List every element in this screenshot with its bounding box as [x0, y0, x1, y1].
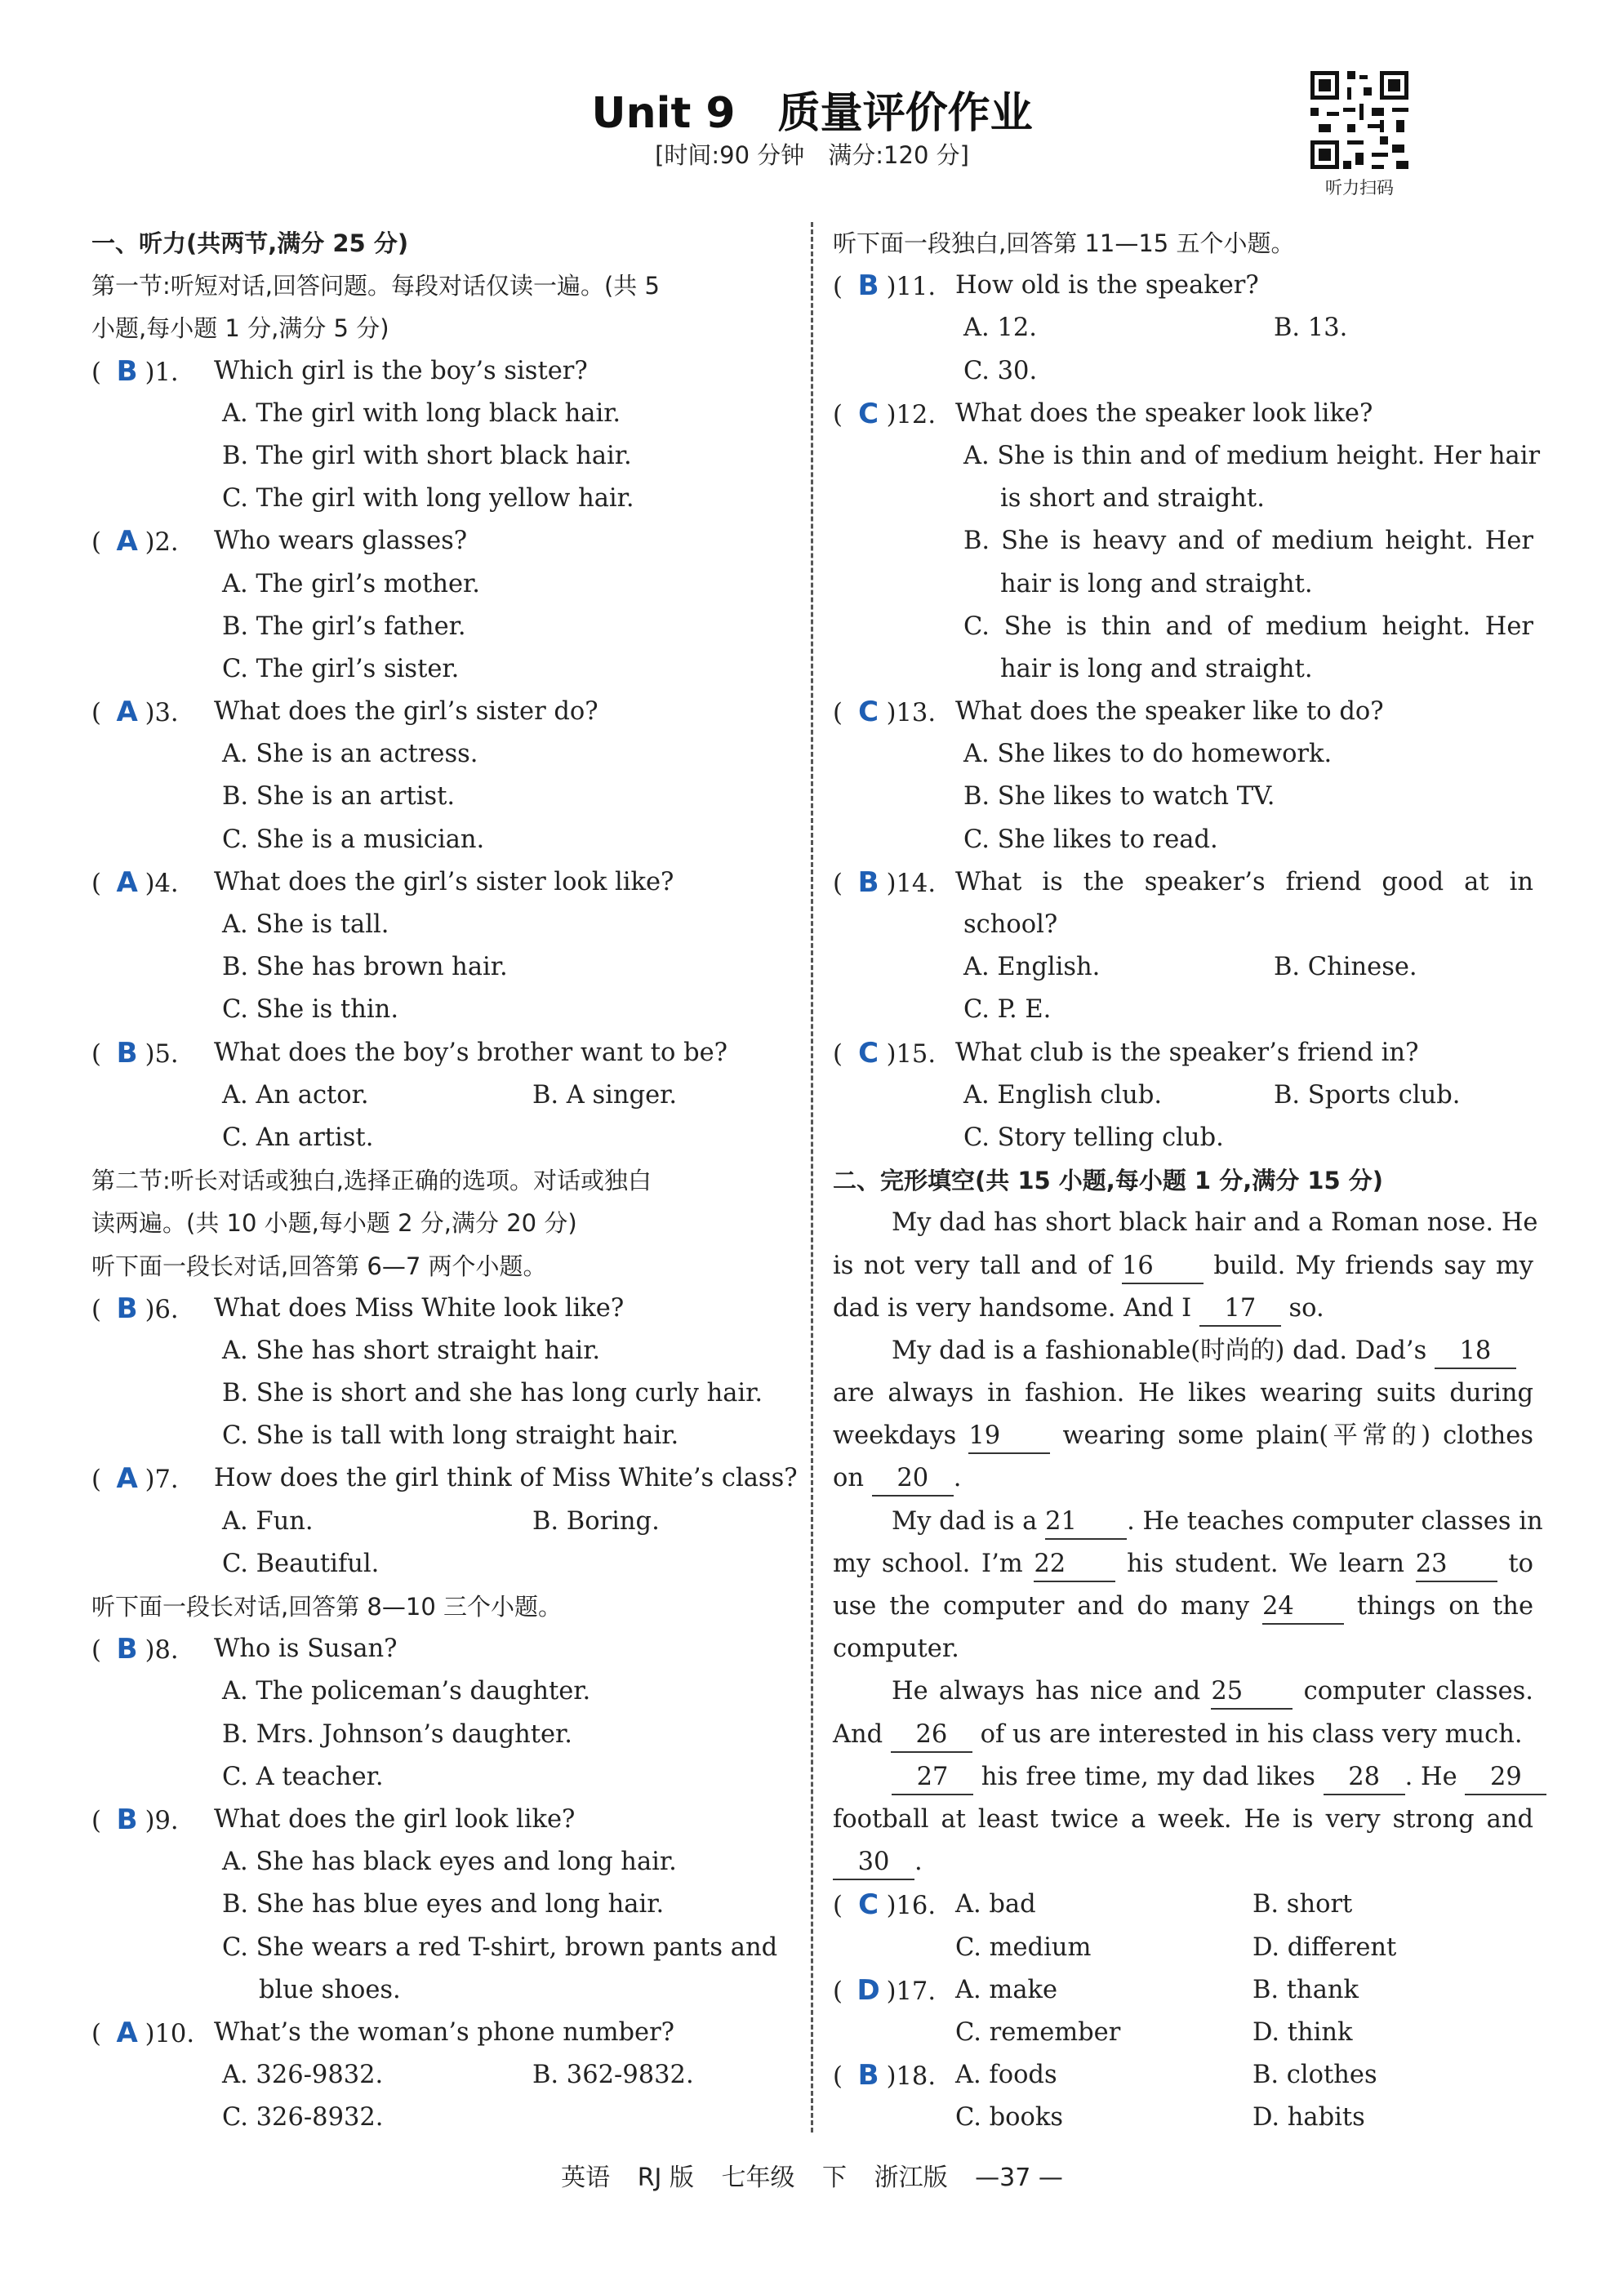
- option: B. Mrs. Johnson’s daughter.: [222, 1719, 572, 1749]
- passage-line: my school. I’m 22 his student. We learn 23 to: [833, 1543, 1533, 1586]
- question-text: What does the girl’s sister look like?: [214, 867, 674, 896]
- option: C. 30.: [963, 356, 1038, 385]
- answer-2[interactable]: A: [116, 525, 138, 558]
- passage-line: is not very tall and of 16 build. My friends say my: [833, 1245, 1533, 1288]
- option: A. Fun.: [222, 1506, 314, 1536]
- option: A. She is an actress.: [222, 740, 478, 769]
- option: C. She is a musician.: [222, 825, 485, 854]
- cloze-question-16: ( C )16. A. bad B. short: [833, 1884, 1533, 1926]
- option: D. different: [1252, 1932, 1397, 1962]
- answer-10[interactable]: A: [116, 2016, 138, 2049]
- answer-12[interactable]: C: [858, 397, 879, 430]
- option: B. She has blue eyes and long hair.: [222, 1890, 665, 1919]
- blank-25[interactable]: 25: [1211, 1675, 1293, 1710]
- option: A. She has black eyes and long hair.: [222, 1848, 677, 1877]
- option-row: [833, 1927, 1533, 1969]
- option-row: [91, 1501, 795, 1543]
- option: B. She is an artist.: [222, 782, 456, 812]
- question-13: ( C )13. What does the speaker like to do?: [833, 691, 1533, 733]
- question-15: ( C )15. What club is the speaker’s friend in?: [833, 1032, 1533, 1074]
- option: A. 12.: [963, 314, 1037, 343]
- option: D. think: [1252, 2017, 1353, 2047]
- option-continued: hair is long and straight.: [1000, 569, 1313, 598]
- passage-line: computer.: [833, 1634, 959, 1664]
- section-cloze-title: 二、完形填空(共 15 小题,每小题 1 分,满分 15 分): [833, 1167, 1384, 1195]
- option: C. Beautiful.: [222, 1549, 380, 1578]
- passage-line: are always in fashion. He likes wearing suits during: [833, 1379, 1533, 1408]
- option: B. clothes: [1252, 2061, 1377, 2090]
- time-score-info: [时间:90 分钟 满分:120 分]: [655, 141, 969, 169]
- option: C. She is thin and of medium height. Her: [963, 612, 1533, 641]
- option-continued: is short and straight.: [1000, 484, 1265, 514]
- option: A. The girl’s mother.: [222, 569, 480, 598]
- blank-28[interactable]: 28: [1324, 1761, 1405, 1795]
- footer-region: 浙江版: [874, 2164, 948, 2192]
- answer-3[interactable]: A: [116, 696, 138, 729]
- question-8: ( B )8. Who is Susan?: [91, 1628, 795, 1670]
- option-row: [833, 2012, 1533, 2054]
- passage-line: 30 .: [833, 1841, 1533, 1884]
- question-1: ( B )1. Which girl is the boy’s sister?: [91, 350, 795, 393]
- footer-term: 下: [822, 2164, 848, 2192]
- option: C. She is tall with long straight hair.: [222, 1421, 679, 1451]
- question-text: What is the speaker’s friend good at in: [955, 867, 1533, 896]
- option: C. 326-8932.: [222, 2103, 384, 2133]
- part1-instruction: 第一节:听短对话,回答问题。每段对话仅读一遍。(共 5: [91, 272, 660, 300]
- option: B. Chinese.: [1274, 953, 1417, 982]
- part2-instruction: 第二节:听长对话或独白,选择正确的选项。对话或独白: [91, 1167, 652, 1195]
- section-listening-title: 一、听力(共两节,满分 25 分): [91, 229, 409, 257]
- part2-instruction-cont: 读两遍。(共 10 小题,每小题 2 分,满分 20 分): [91, 1209, 577, 1238]
- qr-label: 听力扫码: [1325, 178, 1394, 198]
- option-row: [833, 2097, 1533, 2139]
- answer-4[interactable]: A: [116, 865, 138, 899]
- option: A. bad: [955, 1890, 1036, 1919]
- left-column: [91, 222, 798, 2139]
- qr-code-icon[interactable]: [1306, 67, 1413, 173]
- option: A. English.: [963, 953, 1101, 982]
- question-text: What does the speaker look like?: [955, 398, 1373, 428]
- question-text: What club is the speaker’s friend in?: [955, 1038, 1419, 1067]
- passage-line: 27 his free time, my dad likes 28 . He 29: [833, 1756, 1533, 1799]
- answer-8[interactable]: B: [116, 1633, 138, 1666]
- passage-line: He always has nice and 25 computer classes.: [833, 1670, 1533, 1713]
- question-text: What does the boy’s brother want to be?: [214, 1038, 728, 1067]
- listen-8-10-instruction: 听下面一段长对话,回答第 8—10 三个小题。: [91, 1593, 563, 1621]
- option: C. The girl with long yellow hair.: [222, 484, 634, 514]
- option: A. She likes to do homework.: [963, 740, 1333, 769]
- option: A. She is thin and of medium height. Her hair: [963, 441, 1541, 470]
- listen-6-7-instruction: 听下面一段长对话,回答第 6—7 两个小题。: [91, 1252, 547, 1280]
- answer-15[interactable]: C: [858, 1036, 879, 1070]
- option: B. She is short and she has long curly hair.: [222, 1379, 763, 1408]
- answer-6[interactable]: B: [116, 1292, 138, 1325]
- option: C. A teacher.: [222, 1762, 384, 1791]
- option: D. habits: [1252, 2103, 1365, 2133]
- blank-17[interactable]: 17: [1199, 1292, 1281, 1327]
- option: A. foods: [955, 2061, 1057, 2090]
- footer-grade: 七年级: [721, 2164, 795, 2192]
- blank-20[interactable]: 20: [872, 1462, 954, 1497]
- passage-line: My dad is a 21 . He teaches computer classes in: [833, 1501, 1533, 1543]
- question-6: ( B )6. What does Miss White look like?: [91, 1288, 795, 1330]
- answer-14[interactable]: B: [857, 865, 879, 899]
- answer-1[interactable]: B: [116, 354, 138, 388]
- option: A. The policeman’s daughter.: [222, 1677, 591, 1706]
- question-text: What’s the woman’s phone number?: [214, 2017, 675, 2047]
- option: B. She has brown hair.: [222, 953, 508, 982]
- option: C. P. E.: [963, 995, 1052, 1025]
- blank-18[interactable]: 18: [1435, 1335, 1516, 1369]
- blank-29[interactable]: 29: [1465, 1761, 1546, 1795]
- question-10: ( A )10. What’s the woman’s phone number?: [91, 2012, 795, 2054]
- page-footer: [0, 2157, 1624, 2193]
- passage-line: football at least twice a week. He is very strong and: [833, 1804, 1533, 1834]
- option: C. books: [955, 2103, 1064, 2133]
- option: C. She is thin.: [222, 995, 399, 1025]
- question-9: ( B )9. What does the girl look like?: [91, 1799, 795, 1841]
- answer-16[interactable]: C: [858, 1888, 879, 1922]
- question-text: Who is Susan?: [214, 1634, 398, 1664]
- option-continued: blue shoes.: [259, 1975, 401, 2004]
- question-2: ( A )2. Who wears glasses?: [91, 520, 795, 563]
- blank-16[interactable]: 16: [1122, 1250, 1204, 1284]
- blank-23[interactable]: 23: [1416, 1548, 1497, 1582]
- option-row: [833, 946, 1533, 989]
- option: B. thank: [1252, 1975, 1359, 2004]
- option: C. She wears a red T-shirt, brown pants and: [222, 1932, 778, 1962]
- option: C. Story telling club.: [963, 1123, 1224, 1152]
- option: A. The girl with long black hair.: [222, 398, 621, 428]
- answer-7[interactable]: A: [116, 1462, 138, 1496]
- passage-line: My dad is a fashionable(时尚的) dad. Dad’s 18: [833, 1330, 1533, 1372]
- question-text: How does the girl think of Miss White’s class?: [214, 1464, 798, 1493]
- blank-21[interactable]: 21: [1045, 1505, 1127, 1540]
- option-row: [91, 2054, 795, 2097]
- question-text: Which girl is the boy’s sister?: [214, 356, 588, 385]
- answer-5[interactable]: B: [116, 1036, 138, 1070]
- question-text: What does the girl look like?: [214, 1804, 576, 1834]
- option: C. The girl’s sister.: [222, 654, 460, 683]
- passage-line: use the computer and do many 24 things on the: [833, 1586, 1533, 1628]
- answer-18[interactable]: B: [857, 2059, 879, 2093]
- option: A. English club.: [963, 1080, 1163, 1110]
- blank-24[interactable]: 24: [1262, 1590, 1344, 1625]
- option: A. An actor.: [222, 1080, 369, 1110]
- blank-27[interactable]: 27: [892, 1761, 973, 1795]
- answer-13[interactable]: C: [858, 696, 879, 729]
- option: B. She is heavy and of medium height. Her: [963, 527, 1533, 556]
- question-text: What does Miss White look like?: [214, 1293, 625, 1323]
- question-4: ( A )4. What does the girl’s sister look like?: [91, 861, 795, 904]
- question-7: ( A )7. How does the girl think of Miss White’s class?: [91, 1457, 795, 1500]
- option: B. short: [1252, 1890, 1353, 1919]
- blank-26[interactable]: 26: [891, 1719, 972, 1753]
- option: C. remember: [955, 2017, 1121, 2047]
- option-continued: hair is long and straight.: [1000, 654, 1313, 683]
- option: C. She likes to read.: [963, 825, 1218, 854]
- passage-line: weekdays 19 wearing some plain(平常的) clothes: [833, 1415, 1533, 1457]
- option: B. Boring.: [532, 1506, 660, 1536]
- option: B. Sports club.: [1274, 1080, 1461, 1110]
- option: B. A singer.: [532, 1080, 678, 1110]
- question-text-continued: school?: [963, 910, 1058, 939]
- question-14: ( B )14. What is the speaker’s friend good at in: [833, 861, 1533, 904]
- option: B. The girl with short black hair.: [222, 441, 632, 470]
- footer-edition: RJ 版: [637, 2164, 694, 2192]
- option: B. 362-9832.: [532, 2061, 694, 2090]
- cloze-question-18: ( B )18. A. foods B. clothes: [833, 2054, 1533, 2097]
- passage-line: dad is very handsome. And I 17 so.: [833, 1288, 1533, 1330]
- option: A. She is tall.: [222, 910, 389, 939]
- column-divider: [811, 222, 813, 2133]
- passage-line: on 20 .: [833, 1457, 1533, 1500]
- right-column: [833, 222, 1543, 2139]
- option: C. medium: [955, 1932, 1092, 1962]
- option-row: [91, 1074, 795, 1117]
- blank-22[interactable]: 22: [1034, 1548, 1115, 1582]
- blank-19[interactable]: 19: [968, 1420, 1050, 1454]
- option: B. 13.: [1274, 314, 1348, 343]
- part1-instruction-cont: 小题,每小题 1 分,满分 5 分): [91, 314, 389, 343]
- answer-9[interactable]: B: [116, 1803, 138, 1836]
- question-text: Who wears glasses?: [214, 527, 468, 556]
- answer-17[interactable]: D: [856, 1973, 880, 2007]
- question-text: What does the girl’s sister do?: [214, 697, 598, 727]
- question-5: ( B )5. What does the boy’s brother want to be?: [91, 1032, 795, 1074]
- question-12: ( C )12. What does the speaker look like?: [833, 393, 1533, 435]
- question-3: ( A )3. What does the girl’s sister do?: [91, 691, 795, 733]
- listen-11-15-instruction: 听下面一段独白,回答第 11—15 五个小题。: [833, 229, 1295, 257]
- option-row: [833, 307, 1533, 349]
- question-text: How old is the speaker?: [955, 271, 1259, 300]
- option: B. She likes to watch TV.: [963, 782, 1275, 812]
- page-title: Unit 9 质量评价作业: [591, 89, 1033, 138]
- question-text: What does the speaker like to do?: [955, 697, 1384, 727]
- passage-line: My dad has short black hair and a Roman nose. He: [892, 1208, 1538, 1238]
- page-number: —37 —: [975, 2164, 1063, 2192]
- option: A. She has short straight hair.: [222, 1336, 601, 1365]
- passage-line: And 26 of us are interested in his class very much.: [833, 1714, 1533, 1756]
- footer-subject: 英语: [561, 2164, 611, 2192]
- question-11: ( B )11. How old is the speaker?: [833, 265, 1533, 307]
- option: A. make: [955, 1975, 1058, 2004]
- cloze-question-17: ( D )17. A. make B. thank: [833, 1969, 1533, 2012]
- option: C. An artist.: [222, 1123, 374, 1152]
- option: A. 326-9832.: [222, 2061, 384, 2090]
- option-row: [833, 1074, 1533, 1117]
- blank-30[interactable]: 30: [833, 1846, 914, 1880]
- answer-11[interactable]: B: [857, 269, 879, 303]
- option: B. The girl’s father.: [222, 612, 466, 641]
